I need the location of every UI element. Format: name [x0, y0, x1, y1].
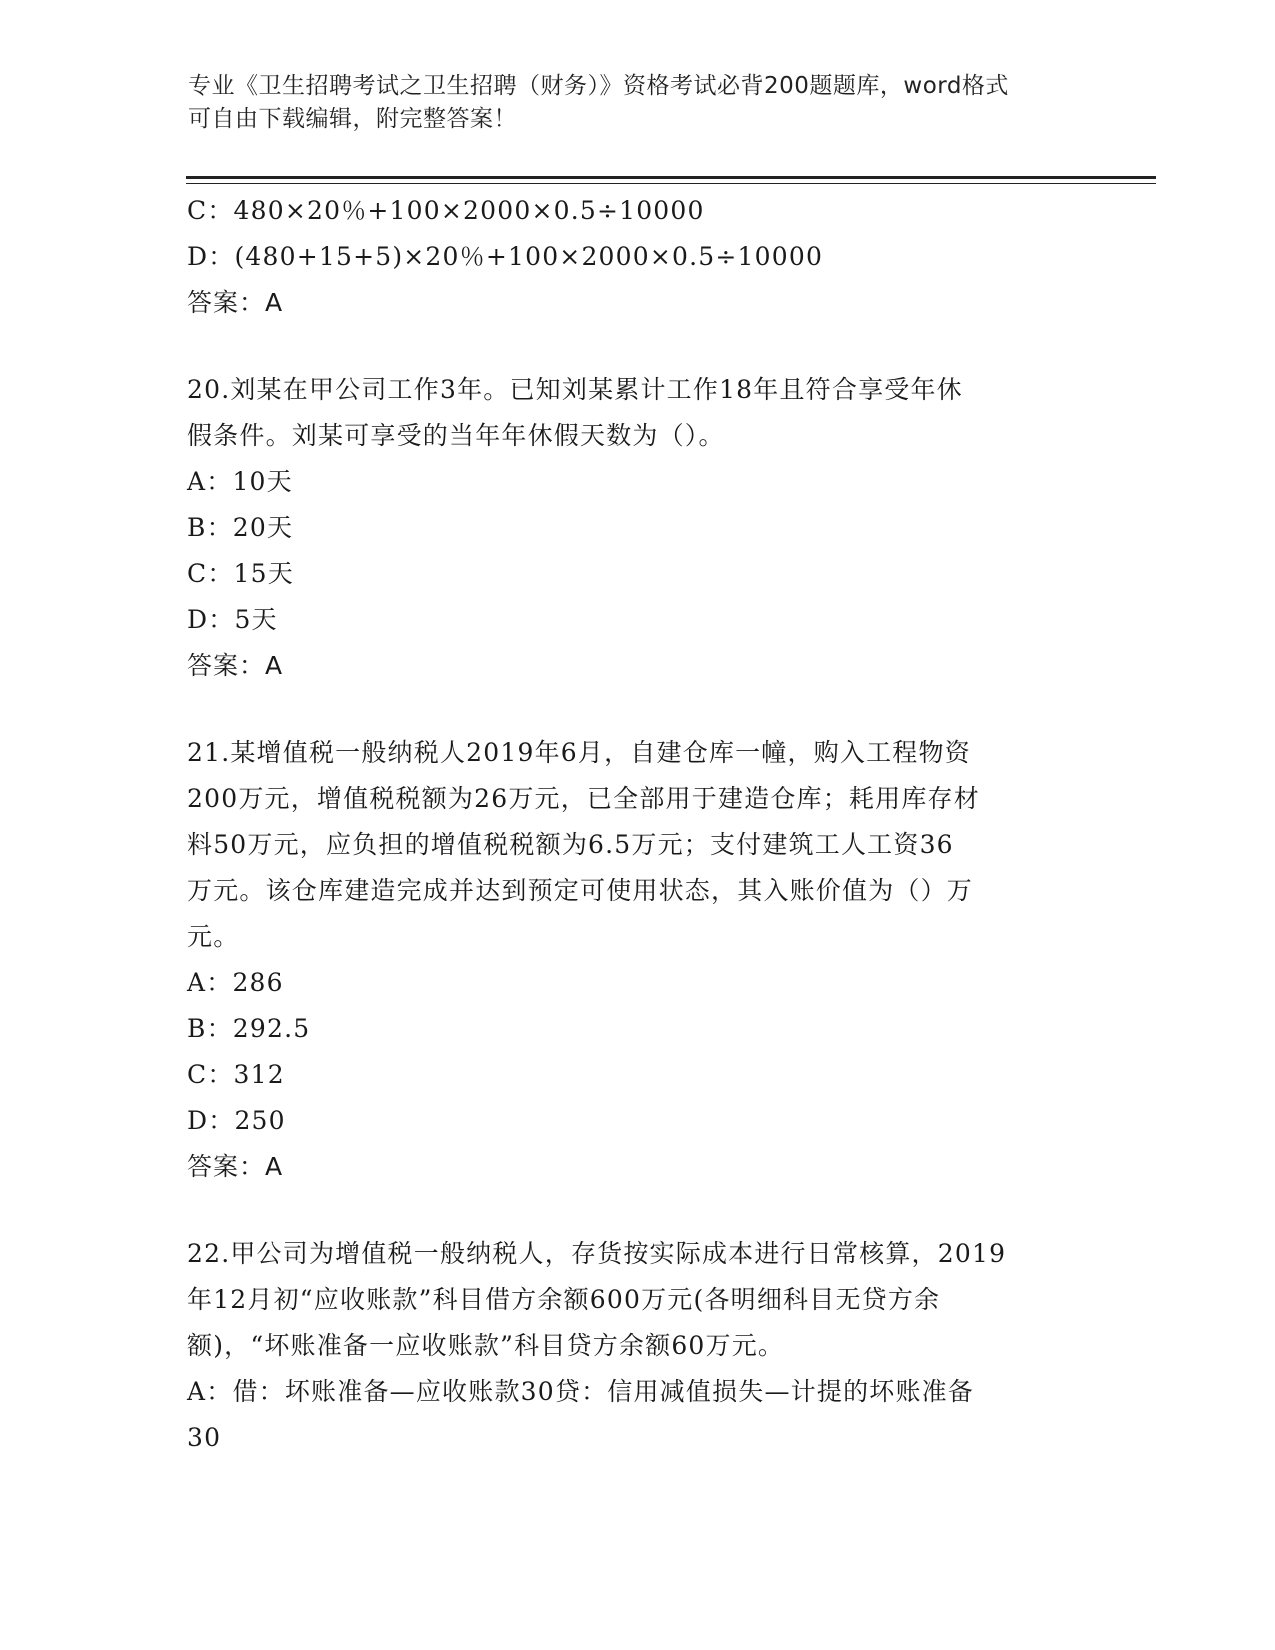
answer-line: 答案：A	[187, 288, 284, 317]
question-stem: 料50万元，应负担的增值税税额为6.5万元；支付建筑工人工资36	[187, 830, 954, 859]
question-stem: 假条件。刘某可享受的当年年休假天数为（）。	[187, 421, 725, 450]
document-header	[188, 70, 1068, 136]
question-20	[187, 367, 1087, 689]
question-stem: 万元。该仓库建造完成并达到预定可使用状态，其入账价值为（）万	[187, 876, 974, 905]
answer-line: 答案：A	[187, 1152, 284, 1181]
question-stem: 22.甲公司为增值税一般纳税人，存货按实际成本进行日常核算，2019	[187, 1239, 1007, 1268]
option-a: A：借：坏账准备—应收账款30贷：信用减值损失—计提的坏账准备	[187, 1377, 975, 1406]
option-c: C：480×20％+100×2000×0.5÷10000	[187, 196, 705, 225]
option-d: D：250	[187, 1106, 286, 1135]
option-b: B：292.5	[187, 1014, 311, 1043]
option-a: A：286	[187, 968, 284, 997]
header-title-line-1: 专业《卫生招聘考试之卫生招聘（财务）》资格考试必背200题题库，word格式	[188, 73, 1009, 99]
option-c: C：15天	[187, 559, 294, 588]
header-rule-thick	[186, 176, 1156, 179]
option-a-continuation: 30	[187, 1423, 222, 1452]
question-stem: 21.某增值税一般纳税人2019年6月，自建仓库一幢，购入工程物资	[187, 738, 971, 767]
option-a: A：10天	[187, 467, 293, 496]
question-list	[187, 188, 1087, 1461]
question-stem: 200万元，增值税税额为26万元，已全部用于建造仓库；耗用库存材	[187, 784, 980, 813]
option-b: B：20天	[187, 513, 294, 542]
header-rule-thin	[186, 183, 1156, 184]
option-c: C：312	[187, 1060, 285, 1089]
question-19-tail	[187, 188, 1087, 326]
question-stem: 20.刘某在甲公司工作3年。已知刘某累计工作18年且符合享受年休	[187, 375, 963, 404]
header-title-line-2: 可自由下载编辑，附完整答案！	[188, 106, 517, 132]
question-21	[187, 730, 1087, 1190]
spacer	[187, 326, 1087, 367]
option-d: D：5天	[187, 605, 278, 634]
question-stem: 额)，“坏账准备一应收账款”科目贷方余额60万元。	[187, 1331, 785, 1360]
question-stem: 元。	[187, 922, 240, 951]
answer-line: 答案：A	[187, 651, 284, 680]
spacer	[187, 689, 1087, 730]
question-22	[187, 1231, 1087, 1461]
spacer	[187, 1190, 1087, 1231]
question-stem: 年12月初“应收账款”科目借方余额600万元(各明细科目无贷方余	[187, 1285, 941, 1314]
option-d: D：(480+15+5)×20％+100×2000×0.5÷10000	[187, 242, 824, 271]
